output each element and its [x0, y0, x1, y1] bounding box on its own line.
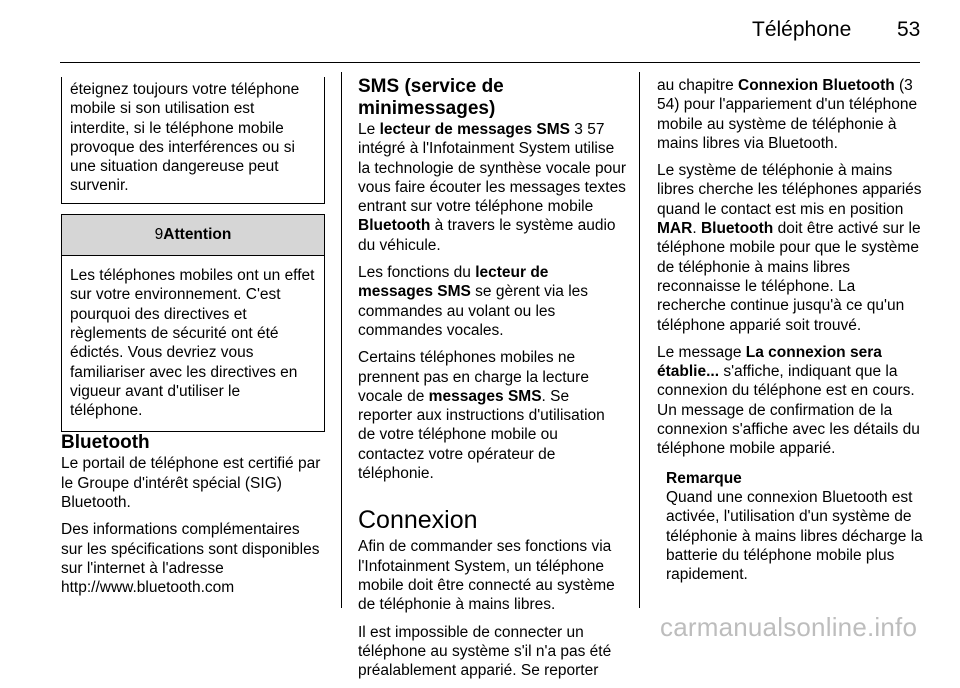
page-number: 53: [897, 18, 921, 41]
page-title: Téléphone: [752, 18, 852, 41]
text-run: se gèrent via les commandes au volant ou les commandes vocales.: [358, 283, 589, 339]
bluetooth-term: Bluetooth: [700, 220, 774, 238]
mar-term: MAR: [657, 220, 693, 238]
warning-box: [61, 77, 325, 204]
text-run: . Se reporter aux instructions d'utilisation de votre téléphone mobile ou contactez votre opérateur de téléphonie.: [358, 387, 605, 483]
text-run: Les fonctions du: [358, 264, 476, 282]
connexion-heading: Connexion: [358, 506, 478, 535]
sms-paragraph-3: [358, 348, 626, 483]
remark-body: Quand une connexion Bluetooth est activée, l'utilisation d'un système de téléphonie à mains libres décharge la batterie du téléphone mobile plus rapidement.: [666, 488, 923, 584]
col3-paragraph-1: [657, 76, 923, 153]
attention-box: [61, 214, 325, 433]
text-run: 3 57 intégré à l'Infotainment System utilise la technologie de synthèse vocale pour vous faire écouter les messages textes entrant sur votre téléphone mobile: [358, 121, 626, 216]
bluetooth-term: Bluetooth: [358, 217, 431, 235]
column-divider-2: [639, 72, 640, 608]
attention-header: [62, 215, 324, 256]
column-2: [358, 76, 626, 688]
text-run: à travers le système audio du véhicule.: [358, 217, 616, 254]
text-run: s'affiche, indiquant que la connexion du téléphone est en cours. Un message de confirmation de la connexion s'affiche avec les détails du téléphone mobile apparié.: [657, 363, 920, 458]
text-run: Certains téléphones mobiles ne prennent pas en charge la lecture vocale de: [358, 349, 589, 405]
bluetooth-connection-term: Connexion Bluetooth: [738, 77, 895, 94]
sms-reader-term: lecteur de messages SMS: [358, 264, 549, 301]
text-run: doit être activé sur le téléphone mobile pour que le système de téléphonie à mains libres reconnaisse le téléphone. La recherche continue jusqu'à ce qu'un téléphone apparié soit trouvé.: [657, 220, 921, 334]
text-run: .: [692, 220, 701, 238]
connexion-paragraph-2: Il est impossible de connecter un téléphone au système s'il n'a pas été préalablement apparié. Se reporter: [358, 623, 612, 680]
header-divider: [60, 62, 920, 63]
attention-body: Les téléphones mobiles ont un effet sur votre environnement. C'est pourquoi des directives et règlements de sécurité ont été édictés. Vous devriez vous familiariser avec les directives en vigueur avant d'utiliser le téléphone.: [70, 267, 315, 420]
bluetooth-paragraph-1: Le portail de téléphone est certifié par le Groupe d'intérêt spécial (SIG) Bluetooth.: [61, 455, 321, 512]
connection-message-term: La connexion sera établie...: [657, 343, 882, 381]
column-divider-1: [341, 72, 342, 608]
column-1: [61, 78, 325, 606]
warning-icon: 9: [154, 225, 164, 243]
sms-paragraph-1: [358, 120, 626, 255]
text-run: Le message: [657, 343, 746, 361]
sms-messages-term: messages SMS: [428, 387, 542, 405]
warning-text: éteignez toujours votre téléphone mobile si son utilisation est interdite, si le téléphone mobile provoque des interférences ou si une situation dangereuse peut survenir.: [70, 81, 300, 195]
bluetooth-paragraph-2: Des informations complémentaires sur les spécifications sont disponibles sur l'internet à l'adresse http://www.bluetooth.com: [61, 521, 320, 597]
remark-title: Remarque: [666, 469, 742, 487]
remark-note: [657, 469, 923, 585]
bluetooth-heading: Bluetooth: [61, 432, 150, 454]
column-3: [657, 76, 923, 584]
text-run: Le système de téléphonie à mains libres cherche les téléphones appariés quand le contact est mis en position: [657, 162, 922, 218]
col3-paragraph-3: [657, 343, 923, 459]
text-run: Le: [358, 121, 380, 138]
connexion-paragraph-1: Afin de commander ses fonctions via l'Infotainment System, un téléphone mobile doit être connecté au système de téléphonie à mains libres.: [358, 538, 615, 614]
text-run: (3 54) pour l'appariement d'un téléphone mobile au système de téléphonie à mains libres via Bluetooth.: [657, 77, 918, 152]
watermark: carmanualsonline.info: [660, 612, 918, 642]
col3-paragraph-2: [657, 161, 923, 335]
sms-paragraph-2: [358, 263, 626, 340]
sms-heading: SMS (service de minimessages): [358, 76, 504, 119]
text-run: au chapitre: [657, 77, 738, 94]
attention-title: Attention: [163, 225, 232, 243]
sms-reader-term: lecteur de messages SMS: [379, 121, 570, 138]
